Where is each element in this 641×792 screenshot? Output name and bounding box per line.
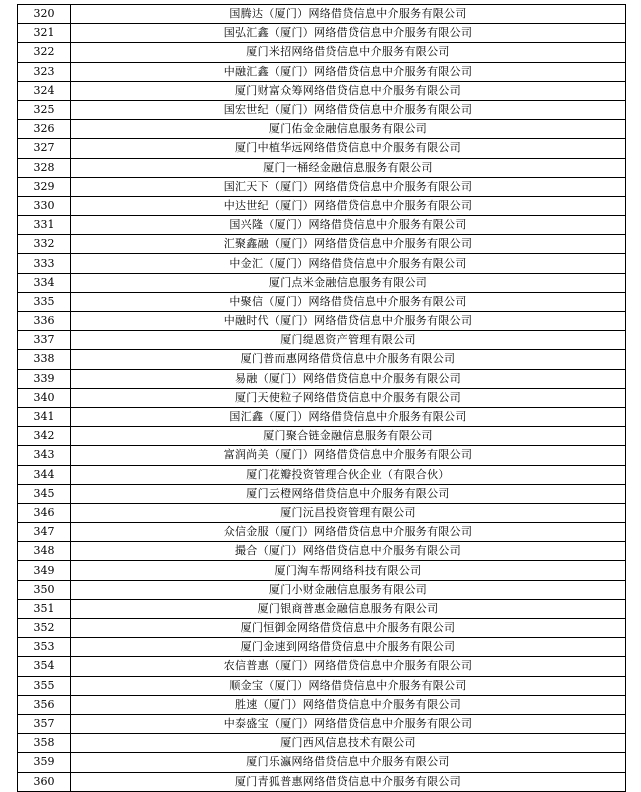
- table-row: [18, 523, 626, 542]
- table-row: [18, 139, 626, 158]
- row-number-cell: 351: [18, 599, 71, 618]
- row-number-cell: 359: [18, 753, 71, 772]
- table-row: [18, 350, 626, 369]
- table-row: [18, 580, 626, 599]
- table-row: [18, 599, 626, 618]
- company-name-cell: 汇聚鑫融（厦门）网络借贷信息中介服务有限公司: [71, 235, 626, 254]
- company-name-cell: 厦门花瓣投资管理合伙企业（有限合伙）: [71, 465, 626, 484]
- table-row: [18, 158, 626, 177]
- table-row: [18, 235, 626, 254]
- row-number-cell: 356: [18, 695, 71, 714]
- row-number-cell: 326: [18, 120, 71, 139]
- company-list-table: [17, 4, 626, 792]
- company-name-cell: 厦门缇恩资产管理有限公司: [71, 331, 626, 350]
- company-name-cell: 国汇鑫（厦门）网络借贷信息中介服务有限公司: [71, 407, 626, 426]
- table-row: [18, 254, 626, 273]
- company-name-cell: 厦门佑金金融信息服务有限公司: [71, 120, 626, 139]
- table-row: [18, 216, 626, 235]
- table-row: [18, 388, 626, 407]
- row-number-cell: 355: [18, 676, 71, 695]
- row-number-cell: 341: [18, 407, 71, 426]
- company-name-cell: 国弘汇鑫（厦门）网络借贷信息中介服务有限公司: [71, 24, 626, 43]
- row-number-cell: 324: [18, 81, 71, 100]
- company-name-cell: 胜速（厦门）网络借贷信息中介服务有限公司: [71, 695, 626, 714]
- table-row: [18, 292, 626, 311]
- table-row: [18, 24, 626, 43]
- company-name-cell: 厦门财富众筹网络借贷信息中介服务有限公司: [71, 81, 626, 100]
- table-row: [18, 714, 626, 733]
- company-name-cell: 中融时代（厦门）网络借贷信息中介服务有限公司: [71, 312, 626, 331]
- row-number-cell: 343: [18, 446, 71, 465]
- table-row: [18, 62, 626, 81]
- company-name-cell: 撮合（厦门）网络借贷信息中介服务有限公司: [71, 542, 626, 561]
- table-row: [18, 619, 626, 638]
- table-row: [18, 5, 626, 24]
- table-row: [18, 331, 626, 350]
- company-name-cell: 厦门青狐普惠网络借贷信息中介服务有限公司: [71, 772, 626, 791]
- row-number-cell: 331: [18, 216, 71, 235]
- table-row: [18, 43, 626, 62]
- table-row: [18, 312, 626, 331]
- table-row: [18, 638, 626, 657]
- row-number-cell: 357: [18, 714, 71, 733]
- row-number-cell: 340: [18, 388, 71, 407]
- row-number-cell: 322: [18, 43, 71, 62]
- row-number-cell: 321: [18, 24, 71, 43]
- row-number-cell: 348: [18, 542, 71, 561]
- company-name-cell: 厦门米招网络借贷信息中介服务有限公司: [71, 43, 626, 62]
- table-row: [18, 177, 626, 196]
- company-name-cell: 厦门天使粒子网络借贷信息中介服务有限公司: [71, 388, 626, 407]
- table-row: [18, 503, 626, 522]
- table-row: [18, 542, 626, 561]
- row-number-cell: 349: [18, 561, 71, 580]
- row-number-cell: 339: [18, 369, 71, 388]
- company-name-cell: 厦门云橙网络借贷信息中介服务有限公司: [71, 484, 626, 503]
- table-row: [18, 120, 626, 139]
- table-row: [18, 407, 626, 426]
- company-name-cell: 众信金服（厦门）网络借贷信息中介服务有限公司: [71, 523, 626, 542]
- company-name-cell: 中聚信（厦门）网络借贷信息中介服务有限公司: [71, 292, 626, 311]
- row-number-cell: 320: [18, 5, 71, 24]
- row-number-cell: 333: [18, 254, 71, 273]
- company-name-cell: 厦门普而惠网络借贷信息中介服务有限公司: [71, 350, 626, 369]
- row-number-cell: 337: [18, 331, 71, 350]
- table-row: [18, 446, 626, 465]
- row-number-cell: 360: [18, 772, 71, 791]
- row-number-cell: 336: [18, 312, 71, 331]
- row-number-cell: 354: [18, 657, 71, 676]
- company-name-cell: 厦门乐瀛网络借贷信息中介服务有限公司: [71, 753, 626, 772]
- company-name-cell: 厦门淘车帮网络科技有限公司: [71, 561, 626, 580]
- row-number-cell: 350: [18, 580, 71, 599]
- row-number-cell: 334: [18, 273, 71, 292]
- table-row: [18, 273, 626, 292]
- table-row: [18, 561, 626, 580]
- table-row: [18, 695, 626, 714]
- row-number-cell: 335: [18, 292, 71, 311]
- company-name-cell: 易融（厦门）网络借贷信息中介服务有限公司: [71, 369, 626, 388]
- row-number-cell: 327: [18, 139, 71, 158]
- company-name-cell: 国兴隆（厦门）网络借贷信息中介服务有限公司: [71, 216, 626, 235]
- row-number-cell: 347: [18, 523, 71, 542]
- company-list-body: [18, 5, 626, 792]
- row-number-cell: 353: [18, 638, 71, 657]
- company-name-cell: 厦门金速到网络借贷信息中介服务有限公司: [71, 638, 626, 657]
- company-name-cell: 中融汇鑫（厦门）网络借贷信息中介服务有限公司: [71, 62, 626, 81]
- company-name-cell: 厦门西风信息技术有限公司: [71, 734, 626, 753]
- row-number-cell: 329: [18, 177, 71, 196]
- table-row: [18, 369, 626, 388]
- row-number-cell: 346: [18, 503, 71, 522]
- company-name-cell: 国汇天下（厦门）网络借贷信息中介服务有限公司: [71, 177, 626, 196]
- table-row: [18, 465, 626, 484]
- company-name-cell: 中金汇（厦门）网络借贷信息中介服务有限公司: [71, 254, 626, 273]
- row-number-cell: 330: [18, 196, 71, 215]
- row-number-cell: 332: [18, 235, 71, 254]
- table-row: [18, 196, 626, 215]
- table-row: [18, 753, 626, 772]
- company-name-cell: 厦门点米金融信息服务有限公司: [71, 273, 626, 292]
- table-row: [18, 427, 626, 446]
- company-name-cell: 厦门恒御金网络借贷信息中介服务有限公司: [71, 619, 626, 638]
- row-number-cell: 328: [18, 158, 71, 177]
- company-name-cell: 厦门聚合链金融信息服务有限公司: [71, 427, 626, 446]
- row-number-cell: 338: [18, 350, 71, 369]
- table-row: [18, 772, 626, 791]
- table-row: [18, 734, 626, 753]
- company-name-cell: 中泰盛宝（厦门）网络借贷信息中介服务有限公司: [71, 714, 626, 733]
- company-name-cell: 厦门一桶经金融信息服务有限公司: [71, 158, 626, 177]
- company-name-cell: 农信普惠（厦门）网络借贷信息中介服务有限公司: [71, 657, 626, 676]
- row-number-cell: 344: [18, 465, 71, 484]
- table-row: [18, 657, 626, 676]
- table-row: [18, 676, 626, 695]
- row-number-cell: 323: [18, 62, 71, 81]
- company-name-cell: 厦门中植华远网络借贷信息中介服务有限公司: [71, 139, 626, 158]
- table-row: [18, 81, 626, 100]
- company-name-cell: 厦门沅昌投资管理有限公司: [71, 503, 626, 522]
- company-name-cell: 富润尚美（厦门）网络借贷信息中介服务有限公司: [71, 446, 626, 465]
- row-number-cell: 358: [18, 734, 71, 753]
- table-row: [18, 100, 626, 119]
- company-name-cell: 中达世纪（厦门）网络借贷信息中介服务有限公司: [71, 196, 626, 215]
- row-number-cell: 342: [18, 427, 71, 446]
- table-row: [18, 484, 626, 503]
- company-name-cell: 国腾达（厦门）网络借贷信息中介服务有限公司: [71, 5, 626, 24]
- company-name-cell: 顺金宝（厦门）网络借贷信息中介服务有限公司: [71, 676, 626, 695]
- company-name-cell: 国宏世纪（厦门）网络借贷信息中介服务有限公司: [71, 100, 626, 119]
- row-number-cell: 345: [18, 484, 71, 503]
- company-name-cell: 厦门银商普惠金融信息服务有限公司: [71, 599, 626, 618]
- company-name-cell: 厦门小财金融信息服务有限公司: [71, 580, 626, 599]
- row-number-cell: 325: [18, 100, 71, 119]
- row-number-cell: 352: [18, 619, 71, 638]
